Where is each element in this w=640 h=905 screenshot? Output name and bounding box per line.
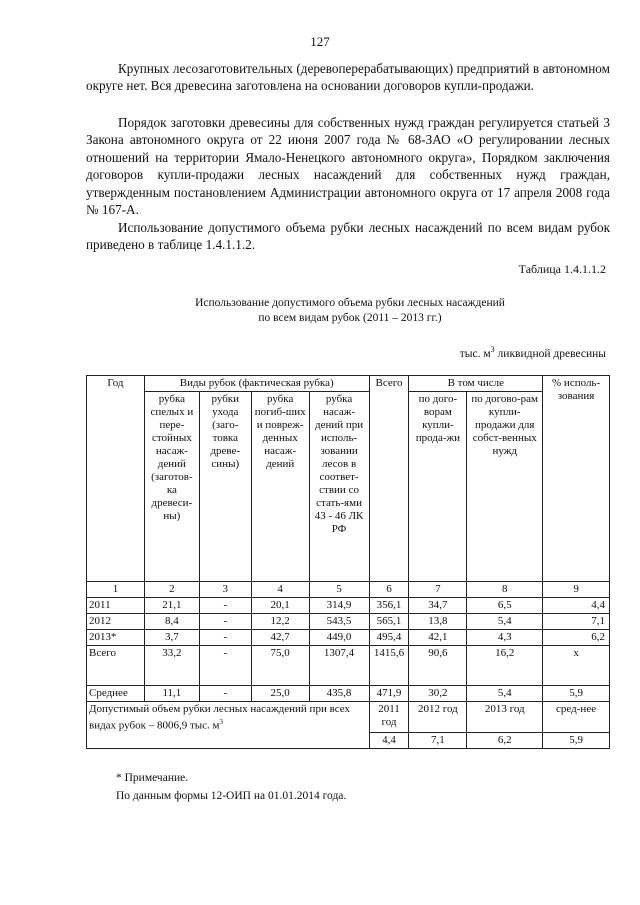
table-cell: 5,4 (467, 686, 543, 702)
table-cell: 543,5 (309, 614, 369, 630)
header-col-8: по догово-рам купли-продажи для собст-венных нужд (467, 392, 543, 582)
summary-header: сред-нее (543, 702, 610, 733)
col-number: 2 (144, 582, 199, 598)
table-cell: - (199, 646, 251, 686)
header-usage-percent: % исполь-зования (543, 376, 610, 582)
header-year: Год (87, 376, 145, 582)
col-number: 1 (87, 582, 145, 598)
col-number: 5 (309, 582, 369, 598)
table-row (87, 646, 610, 686)
table-row (87, 598, 610, 614)
allowable-volume-text (87, 702, 370, 749)
table-cell: - (199, 598, 251, 614)
paragraph-1: Крупных лесозаготовительных (деревоперерабатывающих) предприятий в автономном округе нет. Вся древесина заготовлена на основании договоров купли-продажи. (86, 61, 610, 94)
table-units (460, 345, 606, 360)
col-number: 7 (409, 582, 467, 598)
col-number: 8 (467, 582, 543, 598)
table-cell: - (199, 686, 251, 702)
note-text: По данным формы 12-ОИП на 01.01.2014 года. (116, 790, 347, 802)
table-cell: 5,4 (467, 614, 543, 630)
table-cell: 3,7 (144, 630, 199, 646)
row-average-label: Среднее (87, 686, 145, 702)
table-row (87, 630, 610, 646)
paragraph-2: Порядок заготовки древесины для собственных нужд граждан регулируется статьей 3 Закона автономного округа от 22 июня 2007 года № 68-ЗАО «О регулировании лесных отношений на территории Ямало-Ненецкого автономного округа», Порядком заключения договоров купли-продажи лесных насаждений для собственных нужд граждан, утвержденным постановлением Администрации автономного округа от 17 апреля 2008 года № 167-А. (86, 115, 610, 218)
table-cell: 356,1 (369, 598, 409, 614)
header-col-5: рубка насаж-дений при исполь-зовании лесов в соответ-ствии со стать-ями 43 - 46 ЛК РФ (309, 392, 369, 582)
table-title-line-2: по всем видам рубок (2011 – 2013 гг.) (258, 312, 442, 324)
units-sup: 3 (490, 345, 495, 354)
table-title (100, 296, 600, 326)
allowable-volume-sup: 3 (219, 718, 224, 726)
table-cell: 565,1 (369, 614, 409, 630)
table-cell: 495,4 (369, 630, 409, 646)
summary-header: 2013 год (467, 702, 543, 733)
table-cell: 30,2 (409, 686, 467, 702)
summary-header: 2011 год (369, 702, 409, 733)
summary-header: 2012 год (409, 702, 467, 733)
table-cell: - (199, 614, 251, 630)
col-number: 3 (199, 582, 251, 598)
allowable-volume-label: Допустимый объем рубки лесных насаждений при всех видах рубок – 8006,9 тыс. м (89, 703, 350, 732)
table-cell: 42,1 (409, 630, 467, 646)
row-year: 2013* (87, 630, 145, 646)
row-year: 2012 (87, 614, 145, 630)
summary-value: 5,9 (543, 733, 610, 749)
table-cell: 1307,4 (309, 646, 369, 686)
table-cell: 12,2 (251, 614, 309, 630)
table-cell: 20,1 (251, 598, 309, 614)
note-title: * Примечание. (116, 772, 189, 784)
row-year: 2011 (87, 598, 145, 614)
col-number: 9 (543, 582, 610, 598)
units-suffix: ликвидной древесины (494, 347, 606, 360)
units-prefix: тыс. м (459, 347, 491, 360)
table-cell: 4,3 (467, 630, 543, 646)
col-number: 4 (251, 582, 309, 598)
table-cell: 4,4 (543, 598, 610, 614)
table-cell: 6,2 (543, 630, 610, 646)
table-cell: 7,1 (543, 614, 610, 630)
table-cell: 471,9 (369, 686, 409, 702)
page-number: 127 (310, 34, 330, 49)
table-row (87, 686, 610, 702)
table-cell: 449,0 (309, 630, 369, 646)
header-col-7: по дого-ворам купли-прода-жи (409, 392, 467, 582)
table-cell: 11,1 (144, 686, 199, 702)
table-cell: х (543, 646, 610, 686)
table-cell: 42,7 (251, 630, 309, 646)
table-cell: 1415,6 (369, 646, 409, 686)
table-cell: 33,2 (144, 646, 199, 686)
col-number: 6 (369, 582, 409, 598)
table-cell: 34,7 (409, 598, 467, 614)
table-cell: 21,1 (144, 598, 199, 614)
row-total-label: Всего (87, 646, 145, 686)
header-including: В том числе (409, 376, 543, 392)
table-cell: 8,4 (144, 614, 199, 630)
summary-value: 7,1 (409, 733, 467, 749)
header-col-2: рубка спелых и пере-стойных насаж-дений (заготов-ка древеси-ны) (144, 392, 199, 582)
table-cell: 5,9 (543, 686, 610, 702)
table-cell: 13,8 (409, 614, 467, 630)
table-cell: 75,0 (251, 646, 309, 686)
header-total: Всего (369, 376, 409, 582)
table-title-line-1: Использование допустимого объема рубки лесных насаждений (195, 297, 505, 309)
table-cell: 6,5 (467, 598, 543, 614)
table-cell: 25,0 (251, 686, 309, 702)
table-cell: 314,9 (309, 598, 369, 614)
table-cell: 435,8 (309, 686, 369, 702)
table-cell: 90,6 (409, 646, 467, 686)
header-col-3: рубки ухода (заго-товка древе-сины) (199, 392, 251, 582)
summary-value: 4,4 (369, 733, 409, 749)
summary-value: 6,2 (467, 733, 543, 749)
table-cell: - (199, 630, 251, 646)
table-cell: 16,2 (467, 646, 543, 686)
header-col-4: рубка погиб-ших и повреж-денных насаж-дений (251, 392, 309, 582)
header-cut-types: Виды рубок (фактическая рубка) (144, 376, 369, 392)
table-label: Таблица 1.4.1.1.2 (518, 262, 606, 276)
table-row (87, 614, 610, 630)
paragraph-3: Использование допустимого объема рубки лесных насаждений по всем видам рубок приведено в таблице 1.4.1.1.2. (86, 220, 610, 253)
data-table (86, 375, 610, 749)
column-number-row (87, 582, 610, 598)
